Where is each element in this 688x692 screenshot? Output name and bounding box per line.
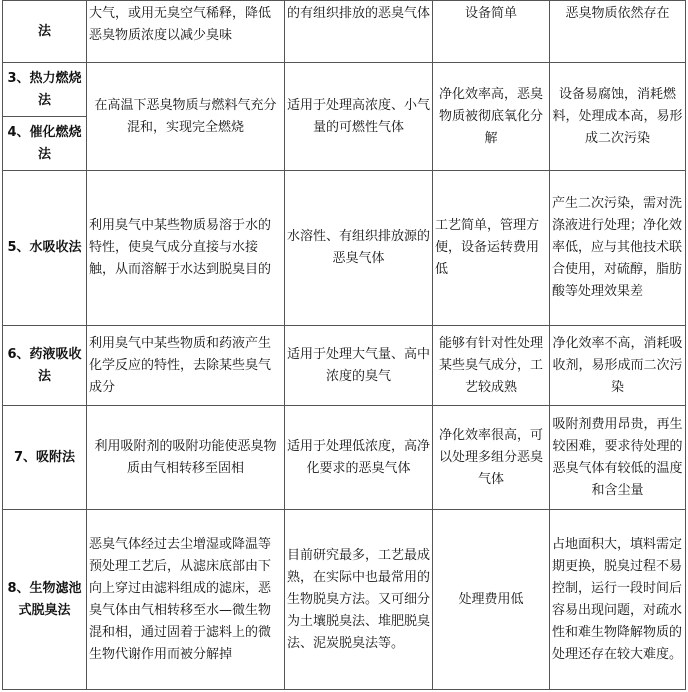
disadvantage-cell: 占地面积大，填料需定期更换，脱臭过程不易控制，运行一段时间后容易出现问题，对疏水性和难生物降解物质的处理还存在较大难度。 [550, 510, 686, 690]
principle-cell: 利用臭气中某些物质和药液产生化学反应的特性，去除某些臭气成分 [87, 326, 285, 406]
table-row [3, 406, 686, 510]
method-name-cell: 7、吸附法 [3, 406, 87, 510]
method-name-cell: 法 [3, 1, 87, 63]
advantage-cell: 净化效率高，恶臭物质被彻底氧化分解 [433, 63, 550, 171]
disadvantage-cell: 产生二次污染，需对洗涤液进行处理；净化效率低，应与其他技术联合使用，对硫醇，脂肪酸等处理效果差 [550, 171, 686, 326]
scope-cell: 适用于处理高浓度、小气量的可燃性气体 [285, 63, 433, 171]
advantage-cell: 工艺简单，管理方便，设备运转费用低 [433, 171, 550, 326]
scope-cell: 目前研究最多，工艺最成熟，在实际中也最常用的生物脱臭方法。又可细分为土壤脱臭法、堆肥脱臭法、泥炭脱臭法等。 [285, 510, 433, 690]
method-name-cell: 4、催化燃烧法 [3, 117, 87, 171]
principle-cell: 利用臭气中某些物质易溶于水的特性，使臭气成分直接与水接触，从而溶解于水达到脱臭目的 [87, 171, 285, 326]
table-row [3, 171, 686, 326]
deodorization-methods-table [2, 0, 686, 690]
scope-cell: 适用于处理低浓度，高净化要求的恶臭气体 [285, 406, 433, 510]
advantage-cell: 能够有针对性处理某些臭气成分，工艺较成熟 [433, 326, 550, 406]
method-name-cell: 8、生物滤池式脱臭法 [3, 510, 87, 690]
principle-cell: 恶臭气体经过去尘增湿或降温等预处理工艺后，从滤床底部由下向上穿过由滤料组成的滤床，恶臭气体由气相转移至水—微生物混和相，通过固着于滤料上的微生物代谢作用而被分解掉 [87, 510, 285, 690]
disadvantage-cell: 吸附剂费用昂贵，再生较困难，要求待处理的恶臭气体有较低的温度和含尘量 [550, 406, 686, 510]
table-row [3, 326, 686, 406]
principle-cell: 在高温下恶臭物质与燃料气充分混和，实现完全燃烧 [87, 63, 285, 171]
scope-cell: 水溶性、有组织排放源的恶臭气体 [285, 171, 433, 326]
table-row [3, 1, 686, 63]
disadvantage-cell: 恶臭物质依然存在 [550, 1, 686, 63]
principle-cell: 大气，或用无臭空气稀释，降低恶臭物质浓度以减少臭味 [87, 1, 285, 63]
method-name-cell: 5、水吸收法 [3, 171, 87, 326]
advantage-cell: 设备简单 [433, 1, 550, 63]
disadvantage-cell: 净化效率不高，消耗吸收剂，易形成而二次污染 [550, 326, 686, 406]
table-row [3, 510, 686, 690]
advantage-cell: 净化效率很高，可以处理多组分恶臭气体 [433, 406, 550, 510]
method-name-cell: 6、药液吸收法 [3, 326, 87, 406]
disadvantage-cell: 设备易腐蚀，消耗燃料，处理成本高，易形成二次污染 [550, 63, 686, 171]
method-name-cell: 3、热力燃烧法 [3, 63, 87, 117]
advantage-cell: 处理费用低 [433, 510, 550, 690]
table-row [3, 63, 686, 117]
principle-cell: 利用吸附剂的吸附功能使恶臭物质由气相转移至固相 [87, 406, 285, 510]
scope-cell: 适用于处理大气量、高中浓度的臭气 [285, 326, 433, 406]
scope-cell: 的有组织排放的恶臭气体 [285, 1, 433, 63]
